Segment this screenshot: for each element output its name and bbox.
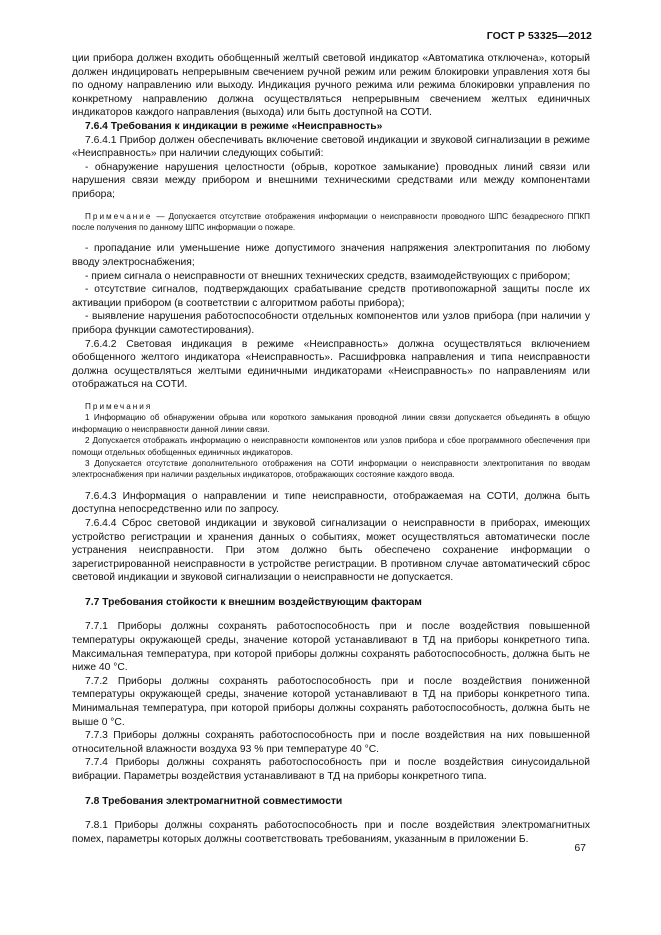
paragraph-intro: ции прибора должен входить обобщенный желтый световой индикатор «Автоматика отключена», который должен индицировать непрерывным свечением ручной режим или режим блокировки управления хотя бы по одному направлению или выходу. Индикация ручного режима или режима блокировки управления по конкретному направлению должна осуществляться непрерывным свечением желтых единичных индикаторов каждого направления (выхода) или быть доступной на СОТИ. bbox=[72, 53, 590, 119]
paragraph-7-6-4-3: 7.6.4.3 Информация о направлении и типе неисправности, отображаемая на СОТИ, должна быть доступна непосредственно или по запросу. bbox=[72, 490, 590, 516]
note-item-3: 3 Допускается отсутствие дополнительного отображения на СОТИ информации о неисправности электропитания по вводам электроснабжения при наличии раздельных индикаторов, отображающих состояние каждого ввода. bbox=[72, 458, 590, 480]
paragraph-7-6-4-1: 7.6.4.1 Прибор должен обеспечивать включение световой индикации и звуковой сигнализации в режиме «Неисправность» при наличии следующих событий: bbox=[72, 134, 590, 160]
document-body bbox=[72, 52, 590, 846]
paragraph-7-7-2: 7.7.2 Приборы должны сохранять работоспособность при и после воздействия пониженной температуры окружающей среды, значение которой устанавливают в ТД на приборы конкретного типа. Минимальная температура, при которой приборы должны сохранять работоспособность, должна быть не выше 0 °С. bbox=[72, 675, 590, 728]
standard-code-header: ГОСТ Р 53325—2012 bbox=[486, 30, 592, 42]
note-item-2: 2 Допускается отображать информацию о неисправности компонентов или узлов прибора и сбое программного обеспечения при помощи отдельных обобщенных единичных индикаторов. bbox=[72, 436, 590, 457]
note-text: — Допускается отсутствие отображения информации о неисправности проводного ШПС безадресного ППКП после получения по данному ШПС информации о пожаре. bbox=[72, 211, 590, 232]
heading-7-8: 7.8 Требования электромагнитной совместимости bbox=[85, 795, 343, 807]
paragraph-7-6-4-2: 7.6.4.2 Световая индикация в режиме «Неисправность» должна осуществляться включением обобщенного желтого индикатора «Неисправность». Расшифровка направления и типа неисправности должна осуществляться желтыми единичными индикаторами «Неисправность» по направлениям или отображаться на СОТИ. bbox=[72, 338, 590, 391]
notes-label: Примечания bbox=[85, 401, 153, 411]
page-number: 67 bbox=[574, 842, 586, 854]
list-item-line-break: - обнаружение нарушения целостности (обрыв, короткое замыкание) проводных линий связи или нарушения связи между прибором и внешними техническими средствами или между компонентами прибора; bbox=[72, 161, 590, 200]
list-item-external-signal: - прием сигнала о неисправности от внешних технических средств, взаимодействующих с прибором; bbox=[85, 270, 571, 282]
list-item-power-loss: - пропадание или уменьшение ниже допустимого значения напряжения электропитания по любому вводу электроснабжения; bbox=[72, 243, 590, 268]
paragraph-7-6-4-4: 7.6.4.4 Сброс световой индикации и звуковой сигнализации о неисправности в приборах, имеющих устройство регистрации и хранения данных о событиях, может осуществляться автоматически после устранения неисправности. При этом должно быть обеспечено сохранение информации о зарегистрированной неисправности в устройстве регистрации. В противном случае автоматический сброс световой индикации и звуковой сигнализации о неисправности не допускается. bbox=[72, 517, 590, 584]
note-wired-loop bbox=[72, 211, 590, 234]
paragraph-7-7-1: 7.7.1 Приборы должны сохранять работоспособность при и после воздействия повышенной температуры окружающей среды, значение которой устанавливают в ТД на приборы конкретного типа. Максимальная температура, при которой приборы должны сохранять работоспособность, должна быть не ниже 40 °С. bbox=[72, 621, 590, 674]
list-item-no-confirmation: - отсутствие сигналов, подтверждающих срабатывание средств противопожарной защиты после их активации прибором (в соответствии с алгоритмом работы прибора); bbox=[72, 284, 590, 309]
note-label: Примечание bbox=[85, 211, 153, 221]
paragraph-7-7-4: 7.7.4 Приборы должны сохранять работоспособность при и после воздействия синусоидальной вибрации. Параметры воздействия устанавливают в ТД на приборы конкретного типа. bbox=[72, 757, 590, 782]
list-item-self-test: - выявление нарушения работоспособности отдельных компонентов или узлов прибора (при наличии у прибора функции самотестирования). bbox=[72, 311, 590, 336]
note-item-1: 1 Информацию об обнаружении обрыва или короткого замыкания проводной линии связи допускается объединять в общую информацию о неисправности данной линии связи. bbox=[72, 413, 590, 434]
paragraph-7-8-1: 7.8.1 Приборы должны сохранять работоспособность при и после воздействия электромагнитных помех, параметры которых должны соответствовать требованиям, указанным в приложении Б. bbox=[72, 820, 590, 845]
heading-7-7: 7.7 Требования стойкости к внешним воздействующим факторам bbox=[85, 596, 422, 608]
paragraph-7-7-3: 7.7.3 Приборы должны сохранять работоспособность при и после воздействия на них повышенной относительной влажности воздуха 93 % при температуре 40 °С. bbox=[72, 730, 590, 755]
heading-7-6-4: 7.6.4 Требования к индикации в режиме «Неисправность» bbox=[85, 120, 383, 132]
